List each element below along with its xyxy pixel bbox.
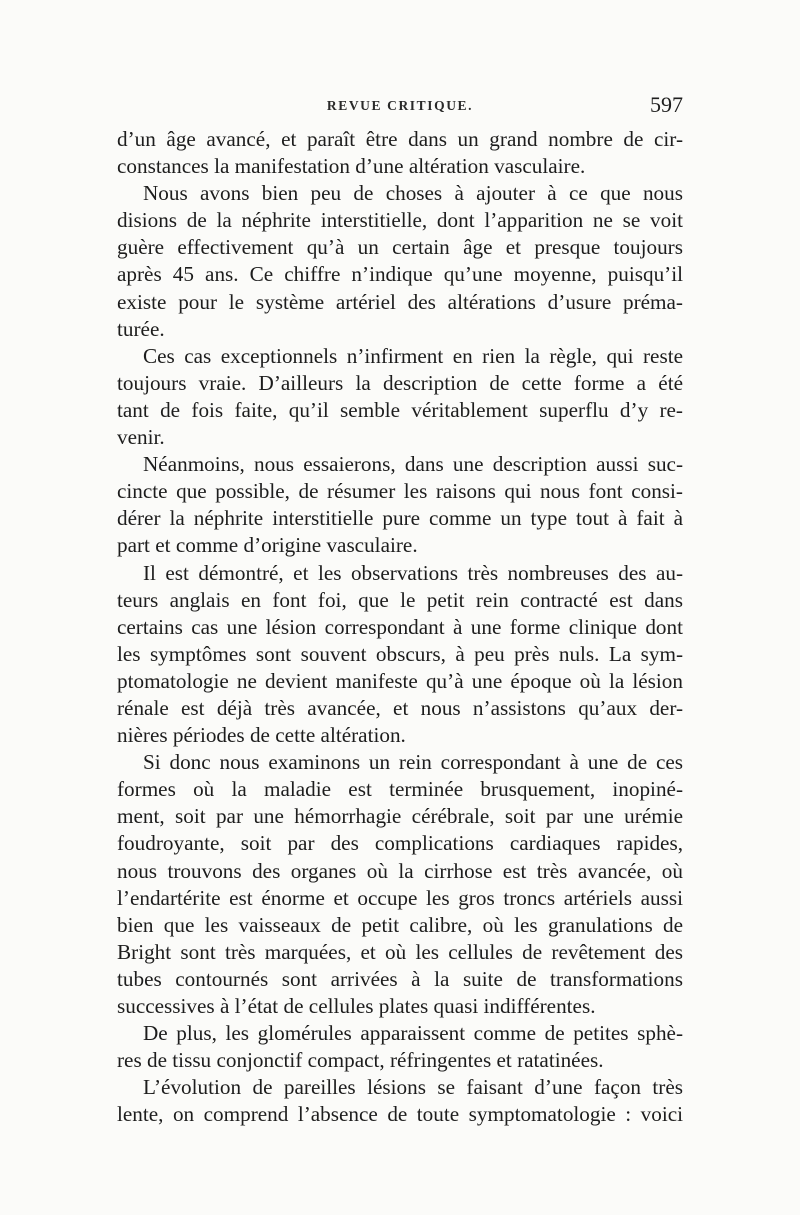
text-line: ptomatologie ne devient manifeste qu’à une époque où la lésion bbox=[117, 668, 683, 693]
text-line: lente, on comprend l’absence de toute symptomatologie : voici bbox=[117, 1102, 683, 1127]
text-line: nières périodes de cette altération. bbox=[117, 723, 406, 748]
running-title: REVUE CRITIQUE. bbox=[326, 98, 474, 113]
body-text bbox=[117, 126, 683, 1128]
text-line: Bright sont très marquées, et où les cellules de revêtement des bbox=[117, 939, 683, 964]
text-line: bien que les vaisseaux de petit calibre, où les granulations de bbox=[117, 912, 683, 937]
text-line: Il est démontré, et les observations très nombreuses des au- bbox=[143, 560, 683, 585]
text-line: Nous avons bien peu de choses à ajouter à ce que nous bbox=[143, 181, 683, 206]
text-line: existe pour le système artériel des altérations d’usure préma- bbox=[117, 289, 683, 314]
text-line: nous trouvons des organes où la cirrhose est très avancée, où bbox=[117, 858, 683, 883]
text-line: constances la manifestation d’une altération vasculaire. bbox=[117, 154, 586, 179]
text-line: De plus, les glomérules apparaissent comme de petites sphè- bbox=[143, 1021, 683, 1046]
text-line: l’endartérite est énorme et occupe les gros troncs artériels aussi bbox=[117, 885, 683, 910]
text-line: teurs anglais en font foi, que le petit rein contracté est dans bbox=[117, 587, 683, 612]
text-line: disions de la néphrite interstitielle, dont l’apparition ne se voit bbox=[117, 208, 683, 233]
text-line: toujours vraie. D’ailleurs la description de cette forme a été bbox=[117, 370, 683, 395]
text-line: res de tissu conjonctif compact, réfringentes et ratatinées. bbox=[117, 1048, 604, 1073]
text-line: tant de fois faite, qu’il semble véritablement superflu d’y re- bbox=[117, 397, 683, 422]
text-line: ment, soit par une hémorrhagie cérébrale, soit par une urémie bbox=[117, 804, 683, 829]
text-line: d’un âge avancé, et paraît être dans un grand nombre de cir- bbox=[117, 127, 683, 151]
text-line: tubes contournés sont arrivées à la suite de transformations bbox=[117, 966, 683, 991]
page-number: 597 bbox=[650, 92, 683, 117]
text-line: formes où la maladie est terminée brusquement, inopiné- bbox=[117, 777, 683, 802]
text-line: part et comme d’origine vasculaire. bbox=[117, 533, 418, 558]
text-line: L’évolution de pareilles lésions se faisant d’une façon très bbox=[143, 1075, 683, 1100]
text-line: Ces cas exceptionnels n’infirment en rien la règle, qui reste bbox=[143, 343, 683, 368]
text-line: rénale est déjà très avancée, et nous n’assistons qu’aux der- bbox=[117, 695, 683, 720]
text-line: successives à l’état de cellules plates quasi indifférentes. bbox=[117, 994, 596, 1018]
text-line: après 45 ans. Ce chiffre n’indique qu’une moyenne, puisqu’il bbox=[117, 262, 683, 287]
running-head bbox=[117, 92, 683, 120]
text-line: venir. bbox=[117, 425, 165, 450]
text-line: guère effectivement qu’à un certain âge et presque toujours bbox=[117, 235, 683, 260]
text-line: Si donc nous examinons un rein correspondant à une de ces bbox=[143, 750, 683, 775]
text-line: foudroyante, soit par des complications cardiaques rapides, bbox=[117, 831, 683, 856]
text-line: cincte que possible, de résumer les raisons qui nous font consi- bbox=[117, 479, 683, 504]
text-line: dérer la néphrite interstitielle pure comme un type tout à fait à bbox=[117, 506, 683, 531]
text-line: certains cas une lésion correspondant à une forme clinique dont bbox=[117, 614, 683, 639]
text-line: turée. bbox=[117, 316, 165, 341]
text-line: les symptômes sont souvent obscurs, à peu près nuls. La sym- bbox=[117, 641, 683, 666]
text-line: Néanmoins, nous essaierons, dans une description aussi suc- bbox=[143, 452, 683, 477]
